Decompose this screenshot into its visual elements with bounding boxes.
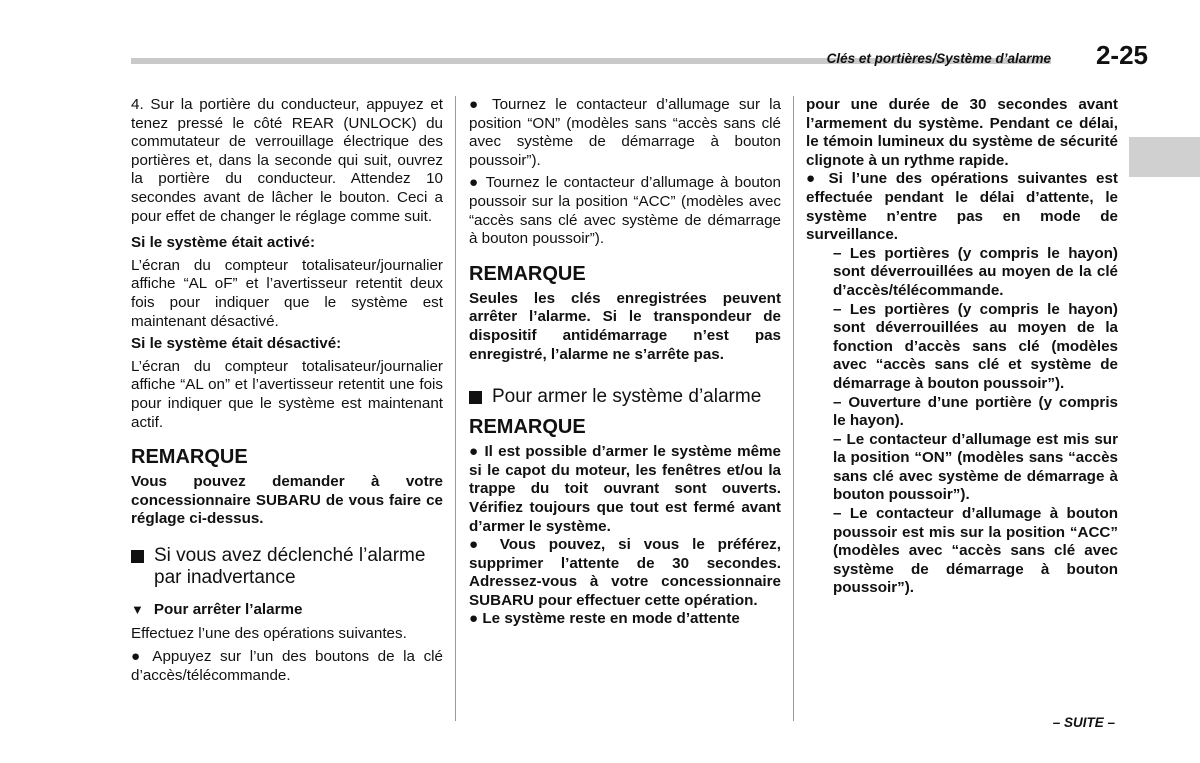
bullet-item: ● Tournez le contacteur d’allumage sur la position “ON” (modèles sans “accès sans clé avec système de démarrage à bouton poussoir”). xyxy=(469,96,781,169)
remarque-heading: REMARQUE xyxy=(469,262,586,285)
remarque-text: Vous pouvez demander à votre concessionnaire SUBARU de vous faire ce réglage ci-dessus. xyxy=(131,473,443,528)
sub-text: Effectuez l’une des opérations suivantes. xyxy=(131,625,407,643)
column-3 xyxy=(806,96,1118,598)
section-heading-arm-system xyxy=(469,386,781,408)
bullet-item: ● Si l’une des opérations suivantes est effectuée pendant le délai d’attente, le système n’entre pas en mode de surveillance. xyxy=(806,170,1118,244)
page-number: 2-25 xyxy=(1095,40,1148,70)
bullet-item: ● Vous pouvez, si vous le préférez, supprimer l’attente de 30 secondes. Adressez-vous à votre concessionnaire SUBARU pour effectuer cette opération. xyxy=(469,536,781,609)
remarque-heading: REMARQUE xyxy=(469,416,586,439)
section-title: Pour armer le système d’alarme xyxy=(492,386,762,408)
column-2 xyxy=(469,96,781,629)
dash-item: – Le contacteur d’allumage à bouton poussoir est mis sur la position “ACC” (modèles avec “accès sans clé avec système de démarrage à bouton poussoir”). xyxy=(833,505,1118,597)
bullet-item: ● Appuyez sur l’un des boutons de la clé d’accès/télécommande. xyxy=(131,648,443,684)
bullet-item: ● Tournez le contacteur d’allumage à bouton poussoir sur la position “ACC” (modèles avec “accès sans clé avec système de démarrage à bouton poussoir”). xyxy=(469,174,781,248)
section-square-icon xyxy=(469,391,482,404)
section-title: Si vous avez déclenché l’alarme par inadvertance xyxy=(154,544,426,588)
dash-item: – Le contacteur d’allumage est mis sur la position “ON” (modèles sans “accès sans clé avec système de démarrage à bouton poussoir”). xyxy=(833,430,1118,504)
inactive-text: L’écran du compteur totalisateur/journalier affiche “AL on” et l’avertisseur retentit une fois pour indiquer que le système est maintenant actif. xyxy=(131,357,443,431)
remarque-heading: REMARQUE xyxy=(131,446,248,469)
subheading-stop-alarm xyxy=(131,601,443,620)
active-text: L’écran du compteur totalisateur/journalier affiche “AL oF” et l’avertisseur retentit deux fois pour indiquer que le système est maintenant désactivé. xyxy=(131,256,443,330)
dash-item: – Les portières (y compris le hayon) sont déverrouillées au moyen de la clé d’accès/télécommande. xyxy=(833,244,1118,299)
header-title: Clés et portières/Système d’alarme xyxy=(826,51,1051,66)
column-1 xyxy=(131,96,443,685)
column-divider-2 xyxy=(793,96,794,721)
section-heading-alarm-triggered xyxy=(131,545,443,589)
section-square-icon xyxy=(131,550,144,563)
bullet-item: ● Le système reste en mode d’attente xyxy=(469,610,740,628)
bullet-item: ● Il est possible d’armer le système même si le capot du moteur, les fenêtres et/ou la trappe du toit ouvrant sont ouverts. Vérifiez toujours que tout est fermé avant d’armer le système. xyxy=(469,443,781,535)
chapter-tab xyxy=(1129,137,1200,177)
inactive-heading: Si le système était désactivé: xyxy=(131,335,342,353)
remarque-text: Seules les clés enregistrées peuvent arrêter l’alarme. Si le transpondeur de dispositif antidémarrage n’est pas enregistré, l’alarme ne s’arrête pas. xyxy=(469,289,781,363)
continued-footer: – SUITE – xyxy=(1052,715,1115,730)
step-4: 4. Sur la portière du conducteur, appuyez et tenez pressé le côté REAR (UNLOCK) du commutateur de verrouillage électrique des portières et, dans la seconde qui suit, ouvrez la portière du conducteur. Attendez 10 secondes avant de lâcher le bouton. Ceci a pour effet de changer le réglage comme suit. xyxy=(131,96,443,225)
dash-item: – Ouverture d’une portière (y compris le hayon). xyxy=(833,393,1118,430)
dash-item: – Les portières (y compris le hayon) sont déverrouillées au moyen de la fonction d’accès sans clé (modèles avec “accès sans clé et système de démarrage à bouton poussoir”). xyxy=(833,300,1118,392)
subheading-text: Pour arrêter l’alarme xyxy=(153,600,303,618)
triangle-down-icon: ▼ xyxy=(131,601,144,617)
column-divider-1 xyxy=(455,96,456,721)
continued-text: pour une durée de 30 secondes avant l’armement du système. Pendant ce délai, le témoin lumineux du système de sécurité clignote à un rythme rapide. xyxy=(806,96,1118,169)
active-heading: Si le système était activé: xyxy=(131,234,316,252)
